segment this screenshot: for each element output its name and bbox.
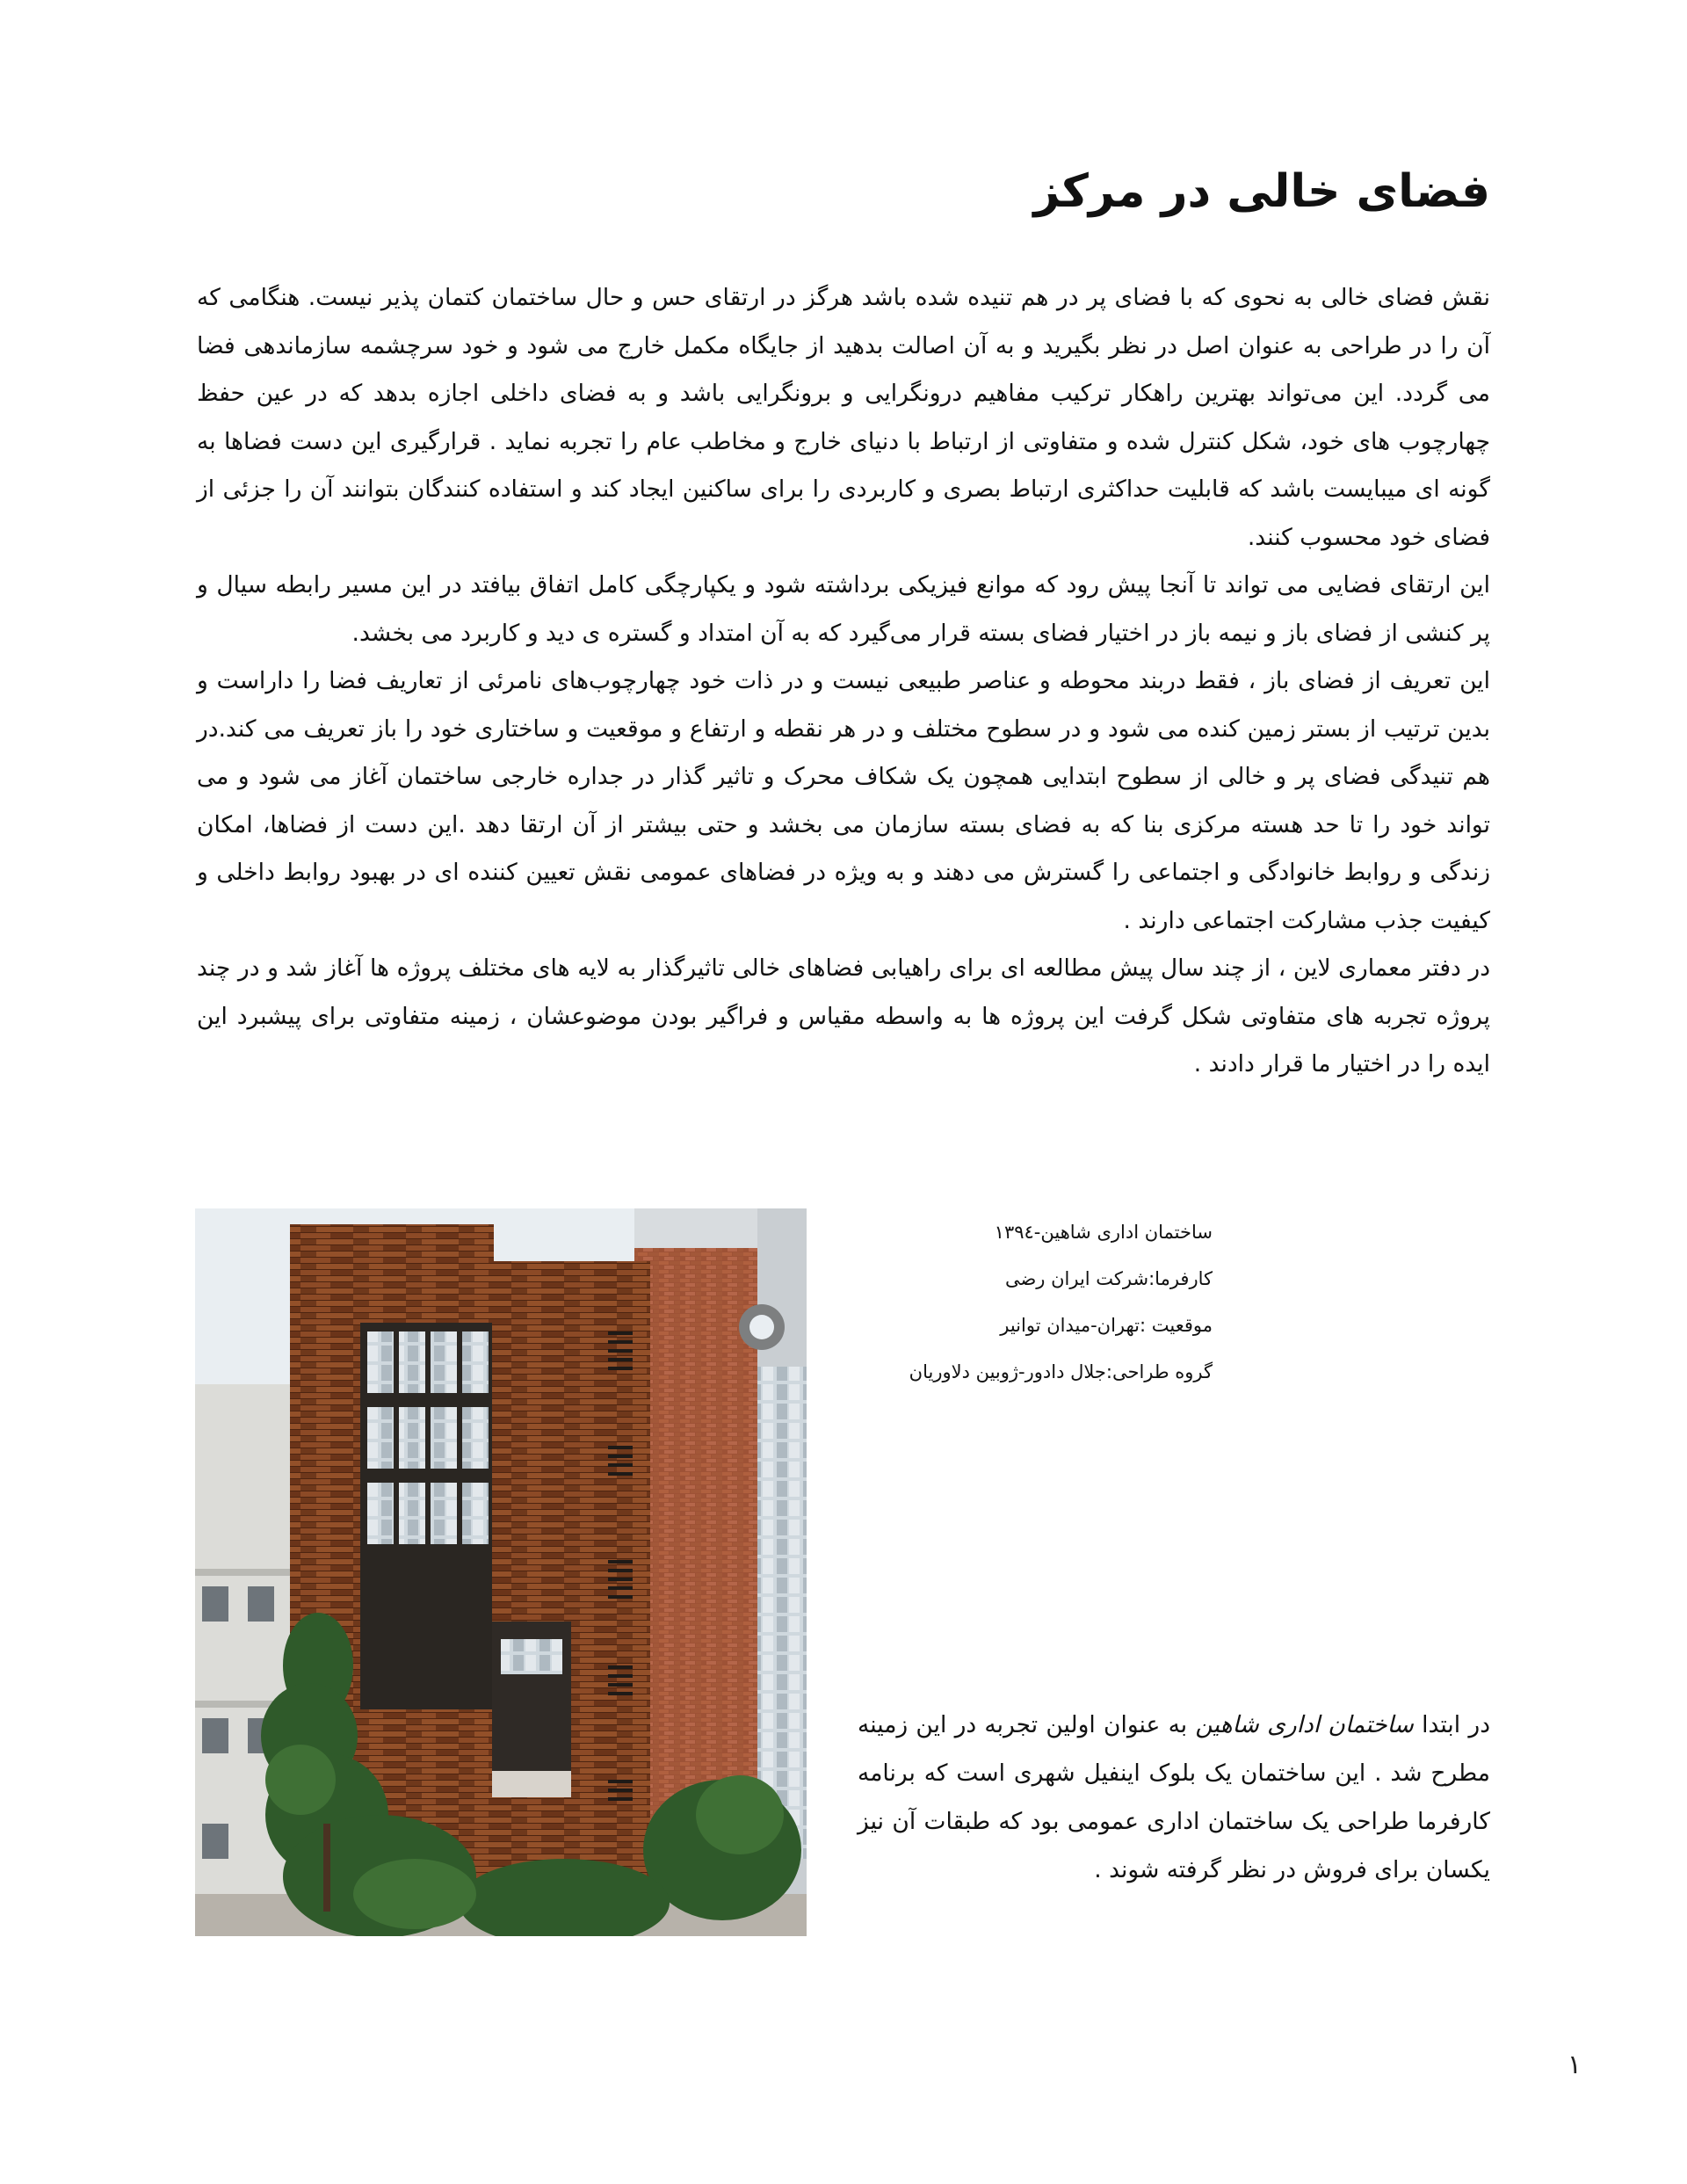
paragraph-2: این ارتقای فضایی می تواند تا آنجا پیش رود که موانع فیزیکی برداشته شود و یکپارچگی کامل اتفاق بیافتد در این مسیر رابطه سیال و پر کنشی از فضای باز و نیمه باز در اختیار فضای بسته قرار می‌گیرد که به آن امتداد و گستره ی دید و کاربرد می بخشد.: [197, 571, 1490, 647]
body-text: [197, 274, 1490, 1089]
building-photo: [195, 1208, 807, 1936]
caption-location: موقعیت :تهران-میدان توانیر: [1000, 1315, 1213, 1336]
page-number: ۱: [1567, 2050, 1582, 2080]
side-text-after: به عنوان اولین تجربه در این زمینه مطرح شد . این ساختمان یک بلوک اینفیل شهری است که برنامه کارفرما طراحی یک ساختمان اداری عمومی بود که طبقات آن نیز یکسان برای فروش در نظر گرفته شوند .: [858, 1711, 1490, 1883]
paragraph-3: این تعریف از فضای باز ، فقط دربند محوطه و عناصر طبیعی نیست و در ذات خود چهارچوب‌های نامرئی از تعاریف فضا را داراست و بدین ترتیب از بستر زمین کنده می شود و در سطوح مختلف و در هر نقطه و ارتفاع و موقعیت و ساختاری خود را باز تعریف می کند.در هم تنیدگی فضای پر و خالی از سطوح ابتدایی همچون یک شکاف محرک و تاثیر گذار در جداره خارجی ساختمان آغاز می شود و می تواند خود را تا حد هسته مرکزی بنا که به فضای بسته سازمان می بخشد و حتی بیشتر از آن ارتقا دهد .این دست از فضاها، امکان زندگی و روابط خانوادگی و اجتماعی را گسترش می دهند و به ویژه در فضاهای عمومی نقش تعیین کننده ای در بهبود روابط داخلی و کیفیت جذب مشارکت اجتماعی دارند .: [197, 667, 1490, 934]
caption-design-team: گروه طراحی:جلال دادور-ژوبین دلاوریان: [909, 1361, 1213, 1382]
side-text-before: در ابتدا: [1413, 1711, 1490, 1738]
caption-client: کارفرما:شرکت ایران رضی: [1004, 1268, 1213, 1289]
side-text: [858, 1701, 1490, 1894]
project-caption: [756, 1209, 1213, 1396]
paragraph-1: نقش فضای خالی به نحوی که با فضای پر در هم تنیده شده باشد هرگز در ارتقای حس و حال ساختمان کتمان پذیر نیست. هنگامی که آن را در طراحی به عنوان اصل در نظر بگیرید و به آن اصالت بدهید از جایگاه مکمل خارج می شود و خود سرچشمه سازماندهی فضا می گردد. این می‌تواند بهترین راهکار ترکیب مفاهیم درونگرایی و برونگرایی باشد و به فضای داخلی اجازه بدهد که در عین حفظ چهارچوب های خود، شکل کنترل شده و متفاوتی از ارتباط با دنیای خارج و مخاطب عام را تجربه نماید . قرارگیری این دست فضاها به گونه ای میبایست باشد که قابلیت حداکثری ارتباط بصری و کاربردی را برای ساکنین ایجاد کند و استفاده کنندگان بتوانند آن را جزئی از فضای خود محسوب کنند.: [197, 284, 1490, 551]
side-text-emphasis: ساختمان اداری شاهین: [1195, 1711, 1414, 1738]
caption-project-name: ساختمان اداری شاهین-۱۳۹٤: [994, 1222, 1213, 1243]
paragraph-4: در دفتر معماری لاین ، از چند سال پیش مطالعه ای برای راهیابی فضاهای خالی تاثیرگذار به لایه های مختلف پروژه ها آغاز شد و در چند پروژه تجربه های متفاوتی شکل گرفت این پروژه ها به واسطه مقیاس و فراگیر بودن موضوعشان ، زمینه متفاوتی برای پیشبرد این ایده را در اختیار ما قرار دادند .: [197, 954, 1490, 1077]
side-paragraph: [858, 1701, 1490, 1894]
page-title: فضای خالی در مرکز: [1033, 165, 1490, 218]
